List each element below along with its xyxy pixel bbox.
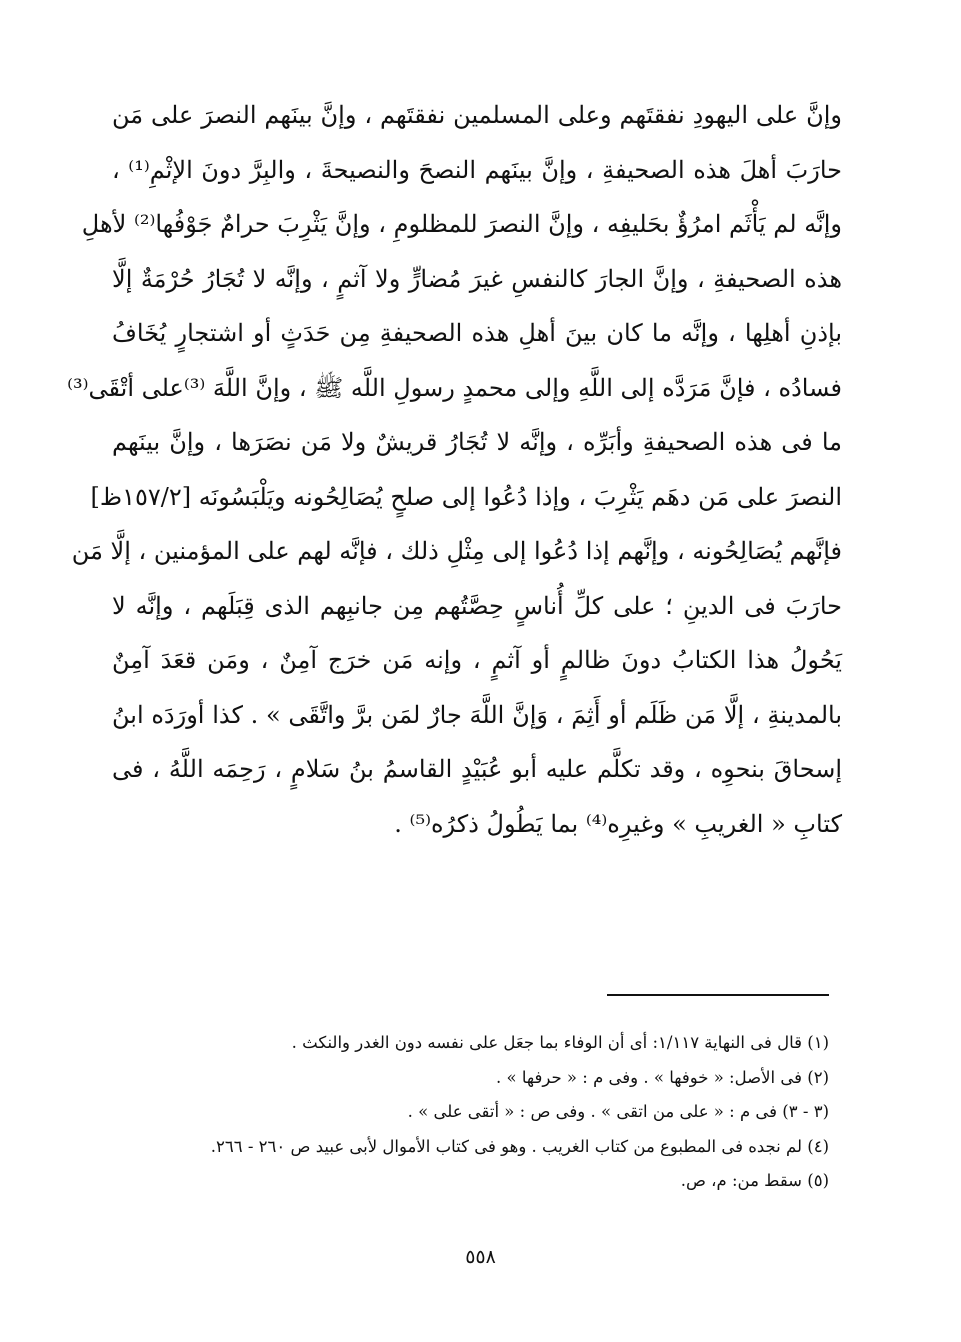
text-line: يَحُولُ هذا الكتابُ دونَ ظالمٍ أو آثمٍ ، وإنه مَن خرَج آمِنٌ ، ومَن قعَدَ آمِنٌ bbox=[112, 646, 842, 674]
text-line: فسادُه ، فإنَّ مَرَدَّه إلى اللَّهِ وإلى محمدٍ رسولِ اللَّه ﷺ ، وإنَّ اللَّهَ ⁽³⁾على أتْقَى⁽³⁾ bbox=[67, 373, 842, 402]
text-line: هذه الصحيفةِ ، وإنَّ الجارَ كالنفسِ غيرَ مُضارٍّ ولا آثمٍ ، وإنَّه لا تُجَارُ حُرْمَةٌ إلَّا bbox=[112, 264, 842, 293]
page-number: ٥٥٨ bbox=[465, 1246, 496, 1268]
text-line: بالمدينةِ ، إلَّا مَن ظَلَم أو أَثِمَ ، وَإنَّ اللَّهَ جارٌ لمَن برَّ واتَّقَى » . كذا أورَدَه ابنُ bbox=[112, 700, 843, 729]
main-text bbox=[67, 88, 843, 851]
text-line: النصرَ على مَن دهَم يَثْرِبَ ، وإذا دُعُوا إلى صلحٍ يُصَالِحُونه ويَلْبَسُونَه [١٥٧/٢ظ] bbox=[90, 482, 842, 511]
text-line: بإذنِ أهلِها ، وإنَّه ما كان بينَ أهلِ هذه الصحيفةِ مِن حَدَثٍ أو اشتجارٍ يُخَافُ bbox=[112, 319, 842, 347]
text-line: إسحاقَ بنحوِه ، وقد تكلَّم عليه أبو عُبَيْدٍ القاسمُ بنُ سَلامٍ ، رَحِمَه اللَّهُ ، فى bbox=[112, 755, 842, 783]
text-line: حارَبَ فى الدينِ ؛ على كلِّ أُناسٍ حِصَّتُهم مِن جانبِهم الذى قِبَلَهم ، وإنَّه لا bbox=[112, 591, 842, 620]
footnotes bbox=[109, 1026, 829, 1199]
footnote: (٣ - ٣) فى م : « على من اتقى » . وفى ص : « أتقى على » . bbox=[407, 1102, 829, 1121]
text-line: وإنَّه لم يَأْثَم امرُؤٌ بحَليفِه ، وإنَّ النصرَ للمظلومِ ، وإنَّ يَثْرِبَ حرامٌ جَوْفُها⁽²⁾ لأهلِ bbox=[81, 210, 842, 238]
footnote: (٥) سقط من: م، ص. bbox=[680, 1171, 829, 1190]
footnote: (٤) لم نجده فى المطبوع من كتاب الغريب . وهو فى كتاب الأموال لأبى عبيد ص ٢٦٠ - ٢٦٦. bbox=[210, 1136, 829, 1156]
text-line: وإنَّ على اليهودِ نفقتَهم وعلى المسلمين نفقتَهم ، وإنَّ بينَهم النصرَ على مَن bbox=[112, 101, 842, 129]
text-line: فإنَّهم يُصَالِحُونه ، وإنَّهم إذا دُعُوا إلى مِثْلِ ذلك ، فإنَّه لهم على المؤمنين ، إلَّا مَن bbox=[71, 537, 842, 565]
text-line: ما فى هذه الصحيفةِ وأبَرِّه ، وإنَّه لا تُجَارُ قريشٌ ولا مَن نصَرَها ، وإنَّ بينَهم bbox=[112, 428, 842, 456]
footnote: (٢) فى الأصل: « خوفها » . وفى م : « حرفها » . bbox=[496, 1067, 829, 1087]
text-line: حارَبَ أهلَ هذه الصحيفةِ ، وإنَّ بينَهم النصحَ والنصيحةَ ، والبِرَّ دونَ الإثْمِ⁽¹⁾ ، bbox=[112, 155, 842, 184]
footnote: (١) قال فى النهاية ١/١١٧: أى أن الوفاء بما جعَل على نفسه دون الغدر والنكث . bbox=[291, 1033, 829, 1052]
text-line-last: كتابِ « الغريبِ » وغيرِه⁽⁴⁾ بما يَطُولُ ذكرُه⁽⁵⁾ . bbox=[394, 809, 842, 838]
footnote-separator bbox=[607, 994, 829, 996]
